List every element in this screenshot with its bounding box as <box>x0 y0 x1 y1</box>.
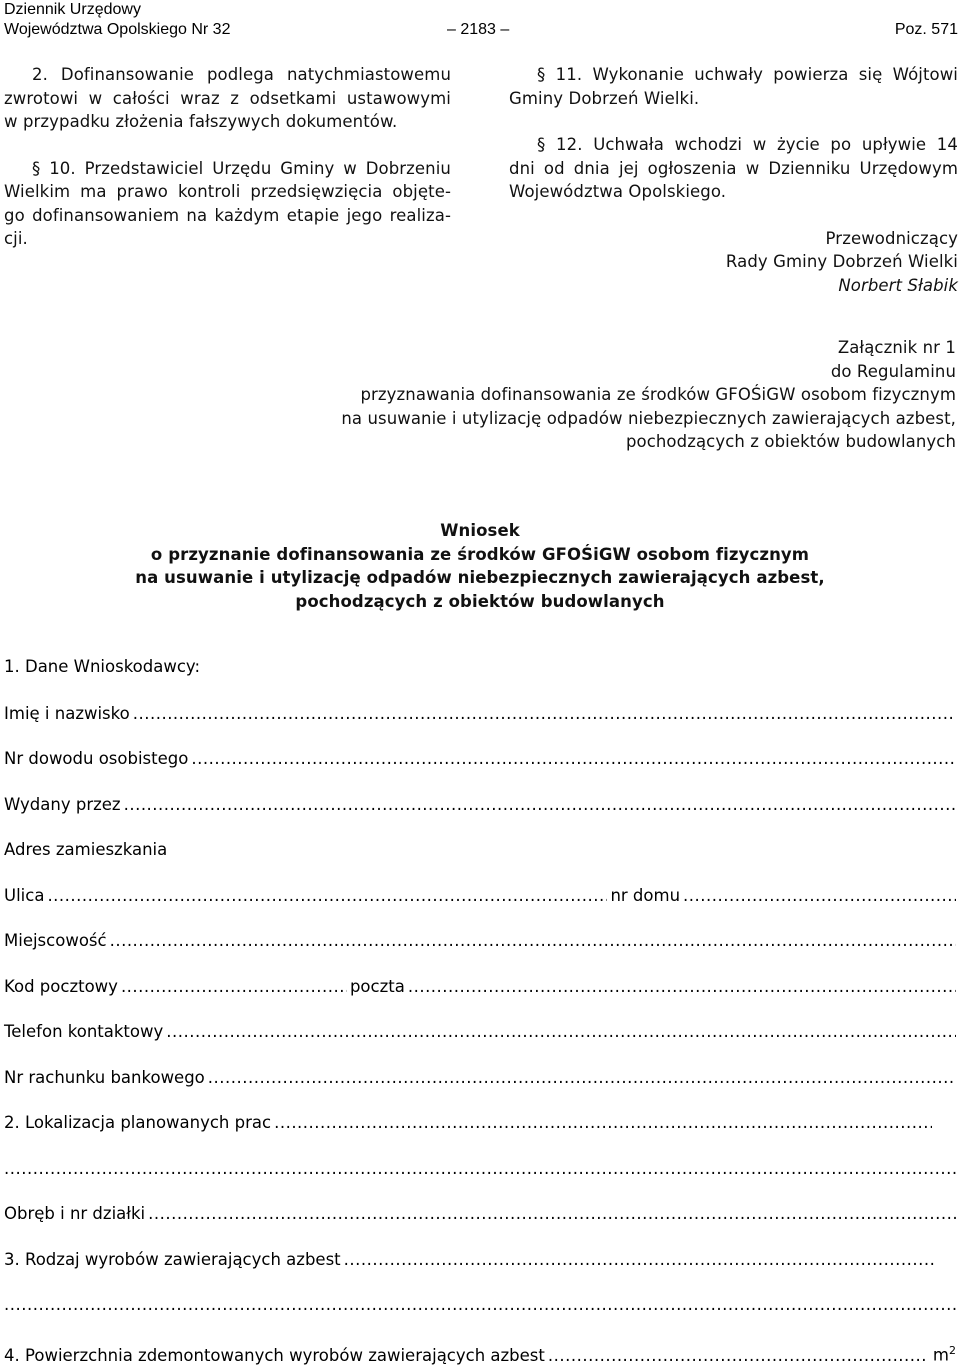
page-number: – 2183 – <box>447 21 510 38</box>
section-location: 2. Lokalizacja planowanych prac <box>4 1113 272 1132</box>
asbestos-type-field[interactable] <box>4 1250 934 1270</box>
attachment-line: na usuwanie i utylizację odpadów niebezpiecznych zawierających azbest, <box>341 408 956 428</box>
postal-code-field[interactable] <box>121 977 347 997</box>
house-number-field[interactable] <box>683 886 956 906</box>
phone-field[interactable] <box>4 1022 956 1042</box>
paragraph-line: § 10. Przedstawiciel Urzędu Gminy w Dobrzeniu <box>32 158 451 178</box>
city-label: Miejscowość <box>4 931 107 950</box>
paragraph-line: Wielkim ma prawo kontroli przedsięwzięcia objęte- <box>4 182 451 201</box>
city-field[interactable] <box>4 931 956 951</box>
title-line: pochodzących z obiektów budowlanych <box>295 591 665 611</box>
asbestos-type-continuation-field[interactable] <box>4 1295 956 1315</box>
plot-label: Obręb i nr działki <box>4 1204 146 1223</box>
street-row <box>4 886 956 906</box>
signature-council: Rady Gminy Dobrzeń Wielki <box>725 252 958 271</box>
location-field[interactable] <box>4 1113 932 1133</box>
bank-account-field[interactable] <box>4 1068 956 1088</box>
title-line: o przyznanie dofinansowania ze środków GFOŚiGW osobom fizycznym <box>150 544 810 564</box>
issued-by-label: Wydany przez <box>4 795 121 814</box>
journal-subtitle: Województwa Opolskiego Nr 32 <box>4 21 231 38</box>
bank-account-label: Nr rachunku bankowego <box>4 1068 205 1087</box>
post-office-label: poczta <box>349 977 405 996</box>
unit-label: m <box>932 1345 949 1365</box>
section-asbestos-type: 3. Rodzaj wyrobów zawierających azbest <box>4 1250 341 1269</box>
paragraph-line: 2. Dofinansowanie podlega natychmiastowemu <box>32 65 451 84</box>
name-field[interactable] <box>4 704 956 724</box>
street-label: Ulica <box>4 886 45 905</box>
right-column <box>509 63 958 297</box>
house-number-label: nr domu <box>610 886 681 905</box>
paragraph-line: zwrotowi w całości wraz z odsetkami ustawowymi <box>4 88 451 108</box>
attachment-line: Załącznik nr 1 <box>837 338 956 357</box>
paragraph-line: Gminy Dobrzeń Wielki. <box>509 88 700 108</box>
attachment-header <box>0 336 956 454</box>
location-continuation-field[interactable] <box>4 1159 956 1179</box>
paragraph-line: § 12. Uchwała wchodzi w życie po upływie 14 <box>537 135 958 154</box>
address-label: Adres zamieszkania <box>4 840 168 859</box>
unit-exponent: 2 <box>949 1344 956 1357</box>
attachment-line: przyznawania dofinansowania ze środków GFOŚiGW osobom fizycznym <box>360 385 956 404</box>
paragraph-line: § 11. Wykonanie uchwały powierza się Wójtowi <box>537 65 958 84</box>
plot-field[interactable] <box>4 1204 956 1224</box>
title-line: na usuwanie i utylizację odpadów niebezpiecznych zawierających azbest, <box>135 568 825 587</box>
title-line: Wniosek <box>440 521 520 540</box>
postal-code-label: Kod pocztowy <box>4 977 118 996</box>
paragraph-line: cji. <box>4 229 28 248</box>
id-number-field[interactable] <box>4 749 956 769</box>
section-applicant-data: 1. Dane Wnioskodawcy: <box>4 657 201 676</box>
signature-name: Norbert Słabik <box>838 275 958 295</box>
position-number: Poz. 571 <box>894 21 958 38</box>
application-title <box>0 519 960 613</box>
signature-title: Przewodniczący <box>825 228 958 248</box>
id-number-label: Nr dowodu osobistego <box>4 749 189 768</box>
postal-row <box>4 977 956 997</box>
name-label: Imię i nazwisko <box>4 704 130 723</box>
phone-label: Telefon kontaktowy <box>4 1022 164 1041</box>
area-row <box>4 1341 956 1365</box>
attachment-line: pochodzących z obiektów budowlanych <box>625 432 956 451</box>
journal-title: Dziennik Urzędowy <box>4 1 141 18</box>
attachment-line: do Regulaminu <box>830 361 956 381</box>
paragraph-line: Województwa Opolskiego. <box>509 182 727 201</box>
area-unit <box>933 1341 956 1366</box>
paragraph-line: w przypadku złożenia fałszywych dokumentów. <box>4 112 398 131</box>
paragraph-line: go dofinansowaniem na każdym etapie jego realiza- <box>4 205 451 225</box>
post-office-field[interactable] <box>408 977 956 997</box>
street-field[interactable] <box>47 886 607 906</box>
issued-by-field[interactable] <box>4 795 956 815</box>
left-column <box>4 63 451 251</box>
paragraph-line: dni od dnia jej ogłoszenia w Dzienniku Urzędowym <box>509 158 958 178</box>
section-area: 4. Powierzchnia zdemontowanych wyrobów zawierających azbest <box>4 1345 545 1365</box>
